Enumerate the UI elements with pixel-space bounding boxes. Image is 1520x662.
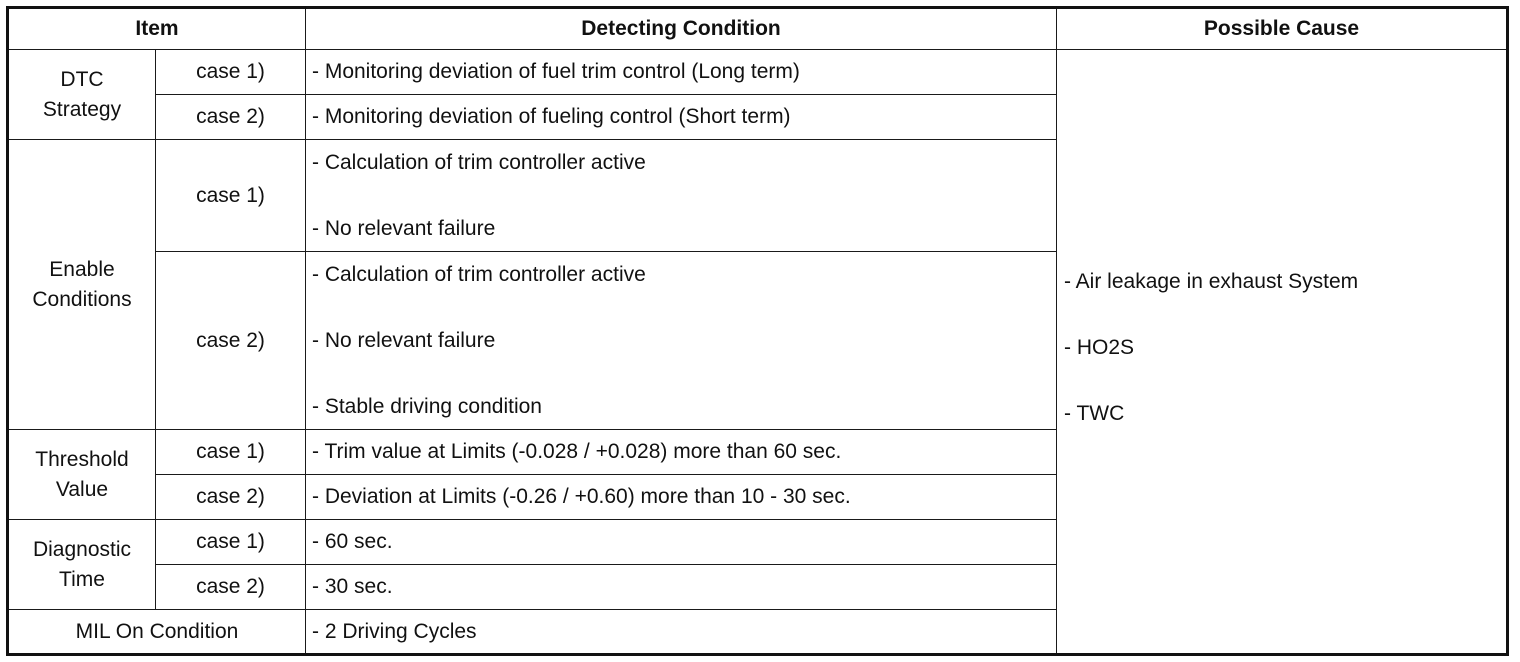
- row-label-diagnostic-time: [8, 520, 156, 610]
- dtc-strategy-label: DTC Strategy: [42, 67, 122, 121]
- case-label: case 1): [156, 140, 306, 252]
- cause-item: - Air leakage in exhaust System: [1064, 269, 1359, 293]
- possible-cause-cell: [1057, 50, 1508, 655]
- table-row: [8, 50, 1508, 95]
- condition-cell: - Deviation at Limits (-0.26 / +0.60) more than 10 - 30 sec.: [306, 475, 1057, 520]
- case-label: case 1): [156, 520, 306, 565]
- condition-line: - No relevant failure: [312, 328, 496, 352]
- condition-line: - Stable driving condition: [312, 394, 542, 418]
- condition-cell: [306, 252, 1057, 430]
- dtc-info-table: [6, 6, 1509, 656]
- header-row: [8, 8, 1508, 50]
- case-label: case 1): [156, 430, 306, 475]
- enable-conditions-label: Enable Conditions: [32, 257, 132, 311]
- condition-cell: - 60 sec.: [306, 520, 1057, 565]
- case-label: case 2): [156, 252, 306, 430]
- condition-line: - No relevant failure: [312, 216, 496, 240]
- condition-line: - Calculation of trim controller active: [312, 150, 646, 174]
- threshold-value-label: Threshold Value: [35, 447, 129, 501]
- condition-line: - Calculation of trim controller active: [312, 262, 646, 286]
- condition-cell: [306, 140, 1057, 252]
- case-label: case 1): [156, 50, 306, 95]
- header-possible-cause: Possible Cause: [1057, 8, 1508, 50]
- condition-cell: - 2 Driving Cycles: [306, 610, 1057, 655]
- condition-cell: - 30 sec.: [306, 565, 1057, 610]
- case-label: case 2): [156, 565, 306, 610]
- header-item: Item: [8, 8, 306, 50]
- diagnostic-time-label: Diagnostic Time: [32, 537, 132, 591]
- cause-item: - TWC: [1064, 401, 1125, 425]
- row-label-enable-conditions: [8, 140, 156, 430]
- cause-item: - HO2S: [1064, 335, 1135, 359]
- header-detecting-condition: Detecting Condition: [306, 8, 1057, 50]
- case-label: case 2): [156, 95, 306, 140]
- row-label-threshold-value: [8, 430, 156, 520]
- condition-cell: - Monitoring deviation of fuel trim control (Long term): [306, 50, 1057, 95]
- row-label-mil-on-condition: MIL On Condition: [8, 610, 306, 655]
- condition-cell: - Trim value at Limits (-0.028 / +0.028) more than 60 sec.: [306, 430, 1057, 475]
- case-label: case 2): [156, 475, 306, 520]
- condition-cell: - Monitoring deviation of fueling control (Short term): [306, 95, 1057, 140]
- row-label-dtc-strategy: [8, 50, 156, 140]
